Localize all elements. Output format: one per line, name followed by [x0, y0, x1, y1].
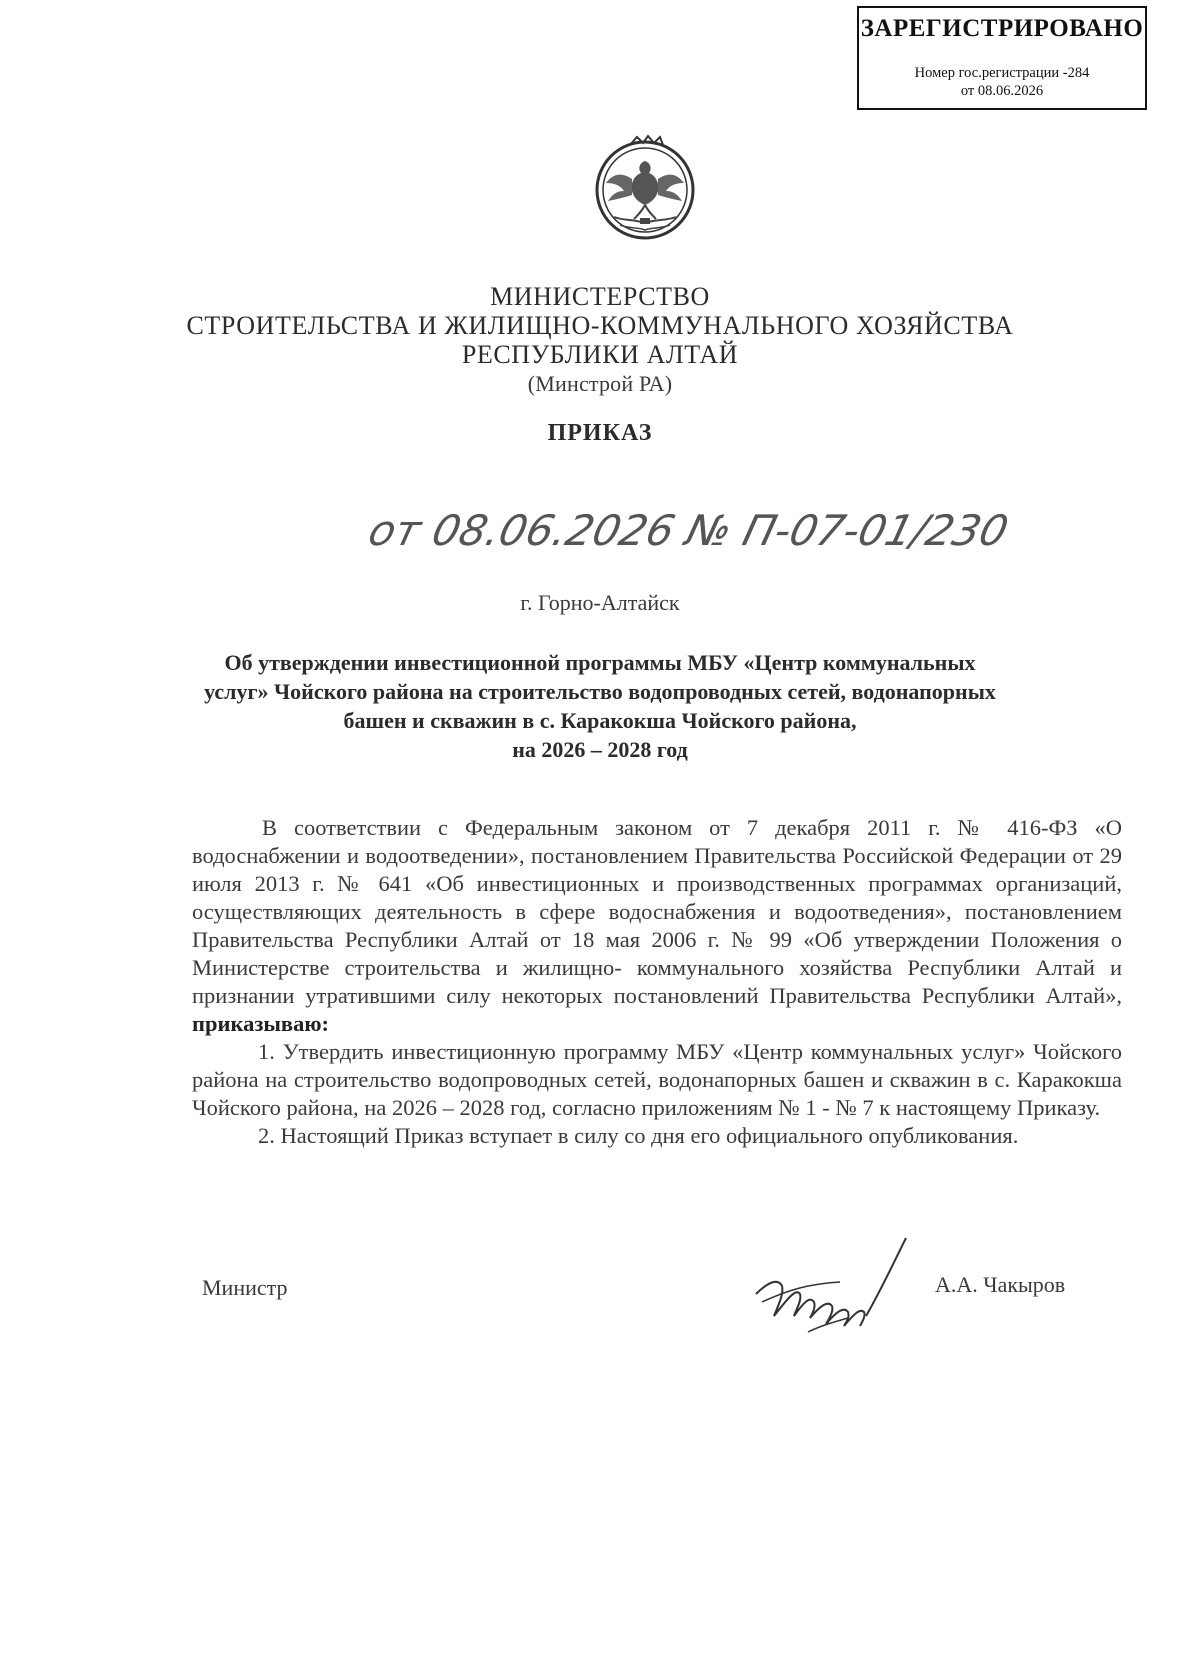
document-type: ПРИКАЗ [547, 420, 653, 446]
order-body [192, 814, 1122, 1150]
signer-position: Министр [202, 1275, 288, 1300]
ministry-header [0, 282, 1200, 398]
coat-of-arms-icon [590, 133, 700, 243]
city: г. Горно-Алтайск [520, 590, 680, 615]
ministry-short-name: (Минстрой РА) [527, 371, 673, 396]
subject-line-4: на 2026 – 2028 год [512, 737, 688, 762]
registration-stamp [857, 6, 1147, 110]
registration-title: ЗАРЕГИСТРИРОВАНО [860, 15, 1144, 42]
signature-image [748, 1232, 918, 1342]
signer-name: А.А. Чакыров [935, 1272, 1066, 1297]
preamble-text: В соответствии с Федеральным законом от 7 декабря 2011 г. № 416-ФЗ «О водоснабжении и водоотведении», постановлением Правительства Российской Федерации от 29 июля 2013 г. № 641 «Об инвестиционных и производственных программах организаций, осуществляющих деятельность в сфере водоснабжения и водоотведения», постановлением Правительства Республики Алтай от 18 мая 2006 г. № 99 «Об утверждении Положения о Министерстве строительства и жилищно- коммунального хозяйства Республики Алтай и признании утратившими силу некоторых постановлений Правительства Республики Алтай», [192, 815, 1122, 1008]
order-item-1: 1. Утвердить инвестиционную программу МБУ «Центр коммунальных услуг» Чойского района на строительство водопроводных сетей, водонапорных башен и скважин в с. Каракокша Чойского района, на 2026 – 2028 год, согласно приложениям № 1 - № 7 к настоящему Приказу. [192, 1039, 1122, 1120]
handwritten-date-text: от 08.06.2026 № П-07-01/230 [363, 506, 1013, 556]
ministry-line-1: МИНИСТЕРСТВО [490, 282, 710, 311]
order-item-2: 2. Настоящий Приказ вступает в силу со дня его официального опубликования. [258, 1123, 1019, 1148]
handwritten-date-number [363, 490, 1013, 570]
subject-line-3: башен и скважин в с. Каракокша Чойского района, [343, 708, 857, 733]
ministry-line-2: СТРОИТЕЛЬСТВА И ЖИЛИЩНО-КОММУНАЛЬНОГО ХОЗЯЙСТВА [186, 311, 1014, 340]
subject-line-1: Об утверждении инвестиционной программы МБУ «Центр коммунальных [224, 650, 976, 675]
subject-line-2: услуг» Чойского района на строительство водопроводных сетей, водонапорных [204, 679, 996, 704]
registration-date: от 08.06.2026 [960, 83, 1044, 99]
preamble-paragraph [192, 814, 1122, 1038]
order-subject [190, 648, 1010, 764]
ministry-line-3: РЕСПУБЛИКИ АЛТАЙ [461, 340, 739, 369]
command-word: приказываю: [192, 1011, 330, 1036]
registration-number: Номер гос.регистрации -284 [914, 65, 1090, 81]
